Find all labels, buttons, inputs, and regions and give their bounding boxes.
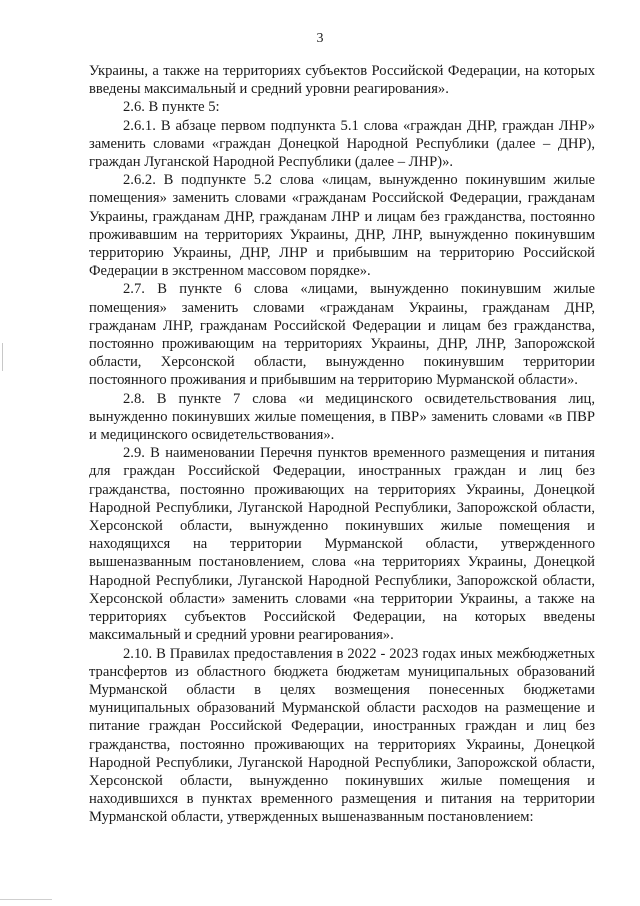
paragraph-2-7: 2.7. В пункте 6 слова «лицами, вынужденно покинувшим жилые помещения» заменить словами «гражданам Украины, гражданам ДНР, гражданам ЛНР, гражданам Российской Федерации и лицам без гражданства, постоянно проживающим на территориях Украины, ДНР, ЛНР, Запорожской области, Херсонской области, вынужденно покинувшим территории постоянного проживания и прибывшим на территорию Мурманской области». [89, 281, 595, 389]
page-number: 3 [316, 31, 324, 46]
paragraph-2-6-2: 2.6.2. В подпункте 5.2 слова «лицам, вынужденно покинувшим жилые помещения» заменить словами «гражданам Российской Федерации, гражданам Украины, гражданам ДНР, гражданам ЛНР и лицам без гражданства, постоянно проживавшим на территориях Украины, ДНР, ЛНР, вынужденно покинувшим территорию Украины, ДНР, ЛНР и прибывшим на территорию Российской Федерации в экстренном массовом порядке». [89, 172, 595, 280]
paragraph-2-6-1: 2.6.1. В абзаце первом подпункта 5.1 слова «граждан ДНР, граждан ЛНР» заменить словами «граждан Донецкой Народной Республики (далее – ДНР), граждан Луганской Народной Республики (далее – ЛНР)». [89, 117, 595, 171]
paragraph-2-6: 2.6. В пункте 5: [123, 99, 220, 116]
scan-bottom-mark [0, 899, 52, 900]
document-body [89, 62, 595, 827]
paragraph-continuation: Украины, а также на территориях субъектов Российской Федерации, на которых введены максимальный и средний уровни реагирования». [89, 63, 595, 98]
paragraph-2-8: 2.8. В пункте 7 слова «и медицинского освидетельствования лиц, вынужденно покинувших жилые помещения, в ПВР» заменить словами «в ПВР и медицинского освидетельствования». [89, 390, 595, 444]
paragraph-2-10: 2.10. В Правилах предоставления в 2022 - 2023 годах иных межбюджетных трансфертов из областного бюджета бюджетам муниципальных образований Мурманской области в целях возмещения понесенных бюджетами муниципальных образований Мурманской области расходов на размещение и питание граждан Российской Федерации, иностранных граждан и лиц без гражданства, постоянно проживающих на территориях Украины, Донецкой Народной Республики, Луганской Народной Республики, Запорожской области, Херсонской области, вынужденно покинувших жилые помещения и находившихся в пунктах временного размещения и питания на территории Мурманской области, утвержденных вышеназванным постановлением: [89, 645, 595, 826]
paragraph-2-9: 2.9. В наименовании Перечня пунктов временного размещения и питания для граждан Российской Федерации, иностранных граждан и лиц без гражданства, постоянно проживающих на территориях Украины, Донецкой Народной Республики, Луганской Народной Республики, Запорожской области, Херсонской области, вынужденно покинувших жилые помещения и находящихся на территории Мурманской области, утвержденного вышеназванным постановлением, слова «на территориях Украины, Донецкой Народной Республики, Луганской Народной Республики, Запорожской области, Херсонской области» заменить словами «на территории Украины, а также на территориях субъектов Российской Федерации, на которых введены максимальный и средний уровни реагирования». [89, 445, 595, 644]
scan-margin-mark [2, 343, 3, 371]
